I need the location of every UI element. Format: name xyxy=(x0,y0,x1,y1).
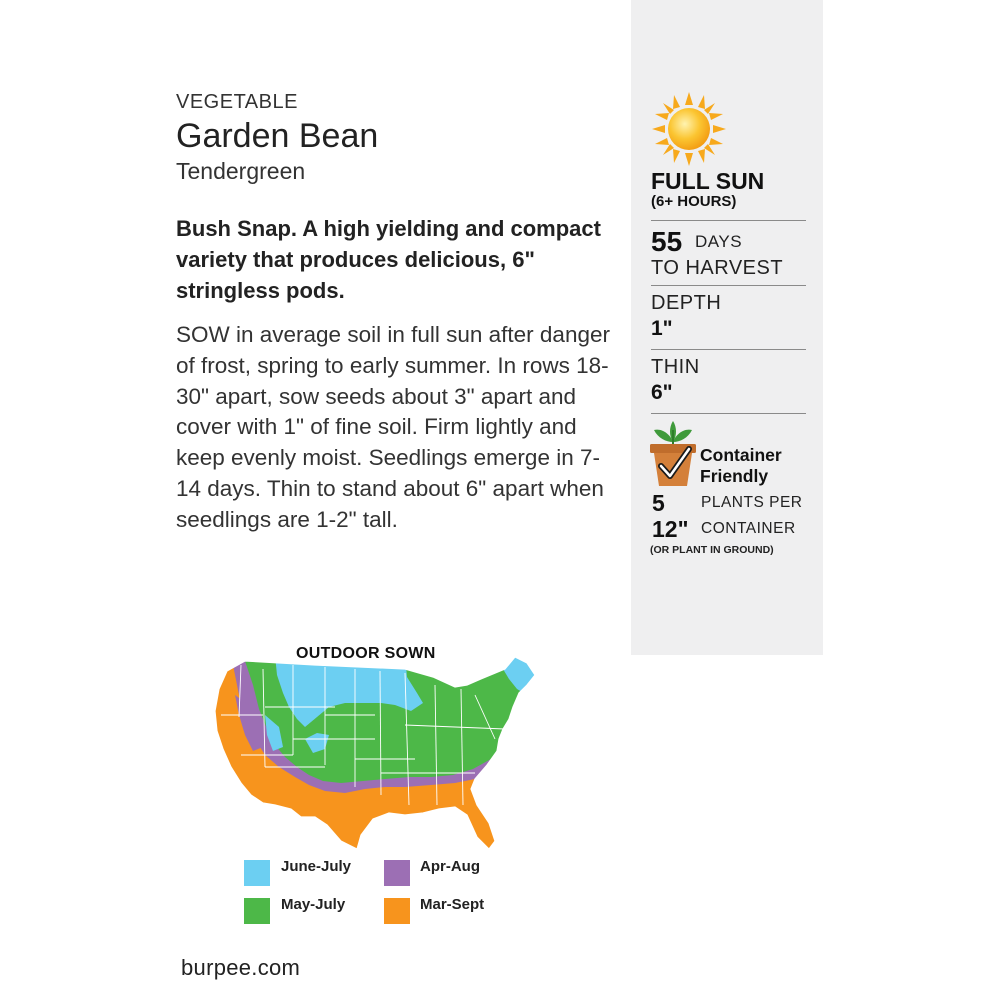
container-label: CONTAINER xyxy=(701,520,796,537)
variety-name: Tendergreen xyxy=(176,158,306,184)
divider xyxy=(651,413,806,414)
depth-label: DEPTH xyxy=(651,292,722,314)
container-friendly-label: Container Friendly xyxy=(700,445,782,486)
depth-value: 1" xyxy=(651,317,673,340)
days-to-harvest-value: 55 xyxy=(651,226,683,257)
sowing-zone-map xyxy=(205,655,545,855)
map-title: OUTDOOR SOWN xyxy=(296,645,436,662)
sun-hours: (6+ HOURS) xyxy=(651,193,737,210)
legend-swatch-apr-aug xyxy=(384,860,410,886)
lead-description: Bush Snap. A high yielding and compact variety that produces delicious, 6" stringless pods. xyxy=(176,216,601,303)
pot-check-icon xyxy=(648,420,698,488)
legend-swatch-june-july xyxy=(244,860,270,886)
divider xyxy=(651,349,806,350)
legend-label-june-july: June-July xyxy=(281,858,352,875)
legend-label-apr-aug: Apr-Aug xyxy=(420,858,480,875)
category-label: VEGETABLE xyxy=(176,91,298,113)
divider xyxy=(651,285,806,286)
thin-value: 6" xyxy=(651,381,673,404)
legend-label-mar-sept: Mar-Sept xyxy=(420,896,485,913)
website-link[interactable]: burpee.com xyxy=(181,955,301,980)
sowing-instructions: SOW in average soil in full sun after danger of frost, spring to early summer. In rows 18-30" apart, sow seeds about 3" apart and cover with 1" of fine soil. Firm lightly and keep evenly moist. Seedlings emerge in 7-14 days. Thin to stand about 6" apart when seedlings are 1-2" tall. xyxy=(176,322,610,532)
harvest-label: TO HARVEST xyxy=(651,257,784,279)
plants-per-container-value: 5 xyxy=(652,490,665,516)
legend-swatch-mar-sept xyxy=(384,898,410,924)
container-size-value: 12" xyxy=(652,516,689,542)
legend-label-may-july: May-July xyxy=(281,896,346,913)
thin-label: THIN xyxy=(651,356,700,378)
days-label: DAYS xyxy=(695,232,743,251)
legend-swatch-may-july xyxy=(244,898,270,924)
plants-per-label: PLANTS PER xyxy=(701,494,803,511)
divider xyxy=(651,220,806,221)
sun-requirement: FULL SUN xyxy=(651,168,765,194)
ground-planting-note: (OR PLANT IN GROUND) xyxy=(650,544,774,556)
product-title: Garden Bean xyxy=(176,117,379,155)
sun-icon xyxy=(652,92,726,166)
